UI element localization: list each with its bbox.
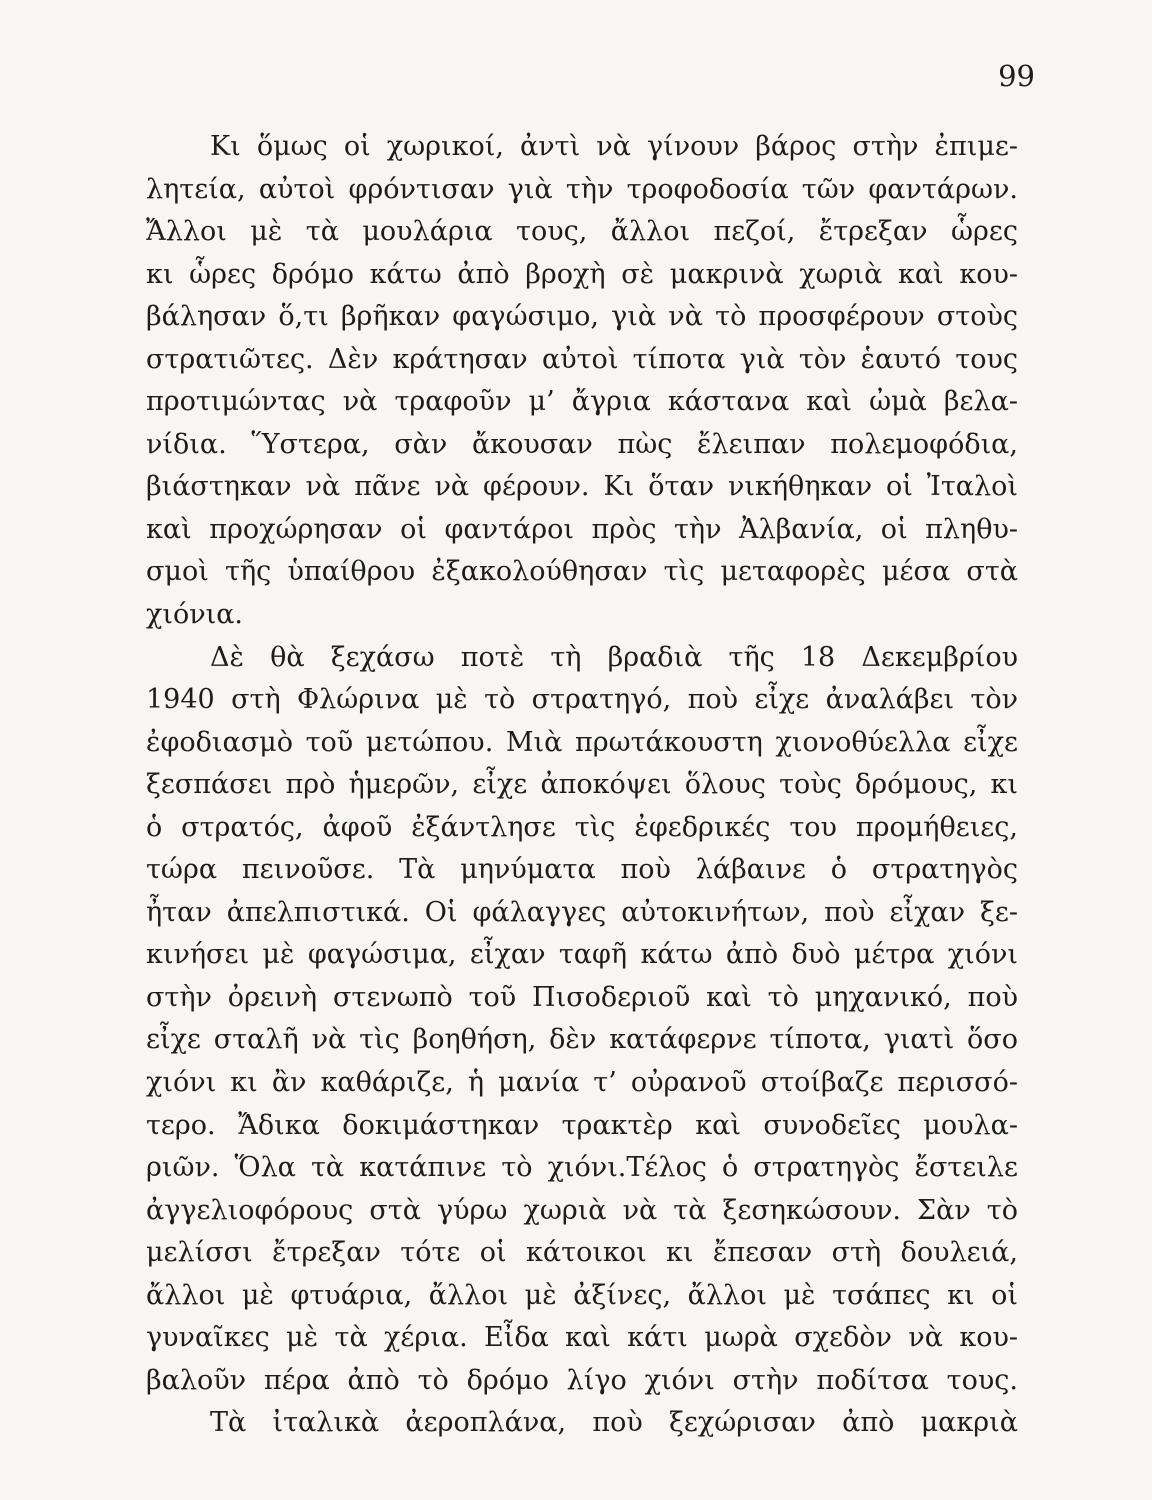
text-line: νίδια. Ὕστερα, σὰν ἄκουσαν πὼς ἔλειπαν πολεμοφόδια, — [146, 428, 1018, 460]
text-line: ἦταν ἀπελπιστικά. Οἱ φάλαγγες αὐτοκινήτων, ποὺ εἶχαν ξε- — [146, 896, 1018, 928]
text-line: τερο. Ἄδικα δοκιμάστηκαν τρακτὲρ καὶ συνοδεῖες μουλα- — [146, 1109, 1018, 1141]
text-line: Δὲ θὰ ξεχάσω ποτὲ τὴ βραδιὰ τῆς 18 Δεκεμβρίου — [210, 641, 1018, 673]
text-line: σμοὶ τῆς ὑπαίθρου ἐξακολούθησαν τὶς μεταφορὲς μέσα στὰ — [146, 556, 1018, 588]
text-line: ἀγγελιοφόρους στὰ γύρω χωριὰ νὰ τὰ ξεσηκώσουν. Σὰν τὸ — [146, 1194, 1018, 1226]
page-number: 99 — [998, 59, 1035, 93]
text-line: τώρα πεινοῦσε. Τὰ μηνύματα ποὺ λάβαινε ὁ στρατηγὸς — [146, 854, 1018, 886]
text-line: 1940 στὴ Φλώρινα μὲ τὸ στρατηγό, ποὺ εἶχε ἀναλάβει τὸν — [146, 684, 1018, 716]
text-line: βαλοῦν πέρα ἀπὸ τὸ δρόμο λίγο χιόνι στὴν ποδίτσα τους. — [146, 1364, 1018, 1396]
text-line: κι ὧρες δρόμο κάτω ἀπὸ βροχὴ σὲ μακρινὰ χωριὰ καὶ κου- — [146, 258, 1018, 290]
text-line: Ἄλλοι μὲ τὰ μουλάρια τους, ἄλλοι πεζοί, ἔτρεξαν ὧρες — [146, 216, 1018, 248]
text-line: ριῶν. Ὅλα τὰ κατάπινε τὸ χιόνι.Τέλος ὁ στρατηγὸς ἔστειλε — [146, 1152, 1018, 1184]
text-line: προτιμώντας νὰ τραφοῦν μ’ ἄγρια κάστανα καὶ ὠμὰ βελα- — [146, 386, 1018, 418]
body-text — [146, 126, 1018, 1445]
text-line: κινήσει μὲ φαγώσιμα, εἶχαν ταφῆ κάτω ἀπὸ δυὸ μέτρα χιόνι — [146, 939, 1018, 971]
text-line: βιάστηκαν νὰ πᾶνε νὰ φέρουν. Κι ὅταν νικήθηκαν οἱ Ἰταλοὶ — [146, 471, 1018, 503]
text-line: ὁ στρατός, ἀφοῦ ἐξάντλησε τὶς ἐφεδρικές του προμήθειες, — [146, 811, 1018, 843]
text-line: μελίσσι ἔτρεξαν τότε οἱ κάτοικοι κι ἔπεσαν στὴ δουλειά, — [146, 1237, 1018, 1269]
text-line: καὶ προχώρησαν οἱ φαντάροι πρὸς τὴν Ἀλβανία, οἱ πληθυ- — [146, 513, 1018, 545]
text-line: στὴν ὀρεινὴ στενωπὸ τοῦ Πισοδεριοῦ καὶ τὸ μηχανικό, ποὺ — [146, 981, 1018, 1013]
text-line: λητεία, αὐτοὶ φρόντισαν γιὰ τὴν τροφοδοσία τῶν φαντάρων. — [146, 173, 1018, 205]
text-line: χιόνι κι ἂν καθάριζε, ἡ μανία τ’ οὐρανοῦ στοίβαζε περισσό- — [146, 1067, 1018, 1099]
text-line: ἐφοδιασμὸ τοῦ μετώπου. Μιὰ πρωτάκουστη χιονοθύελλα εἶχε — [146, 726, 1018, 758]
text-line: εἶχε σταλῆ νὰ τὶς βοηθήση, δὲν κατάφερνε τίποτα, γιατὶ ὅσο — [146, 1024, 1018, 1056]
text-line: Κι ὅμως οἱ χωρικοί, ἀντὶ νὰ γίνουν βάρος στὴν ἐπιμε- — [210, 131, 1018, 162]
text-line: χιόνια. — [146, 599, 244, 631]
text-line: βάλησαν ὅ,τι βρῆκαν φαγώσιμο, γιὰ νὰ τὸ προσφέρουν στοὺς — [146, 301, 1018, 333]
text-line: ξεσπάσει πρὸ ἡμερῶν, εἶχε ἀποκόψει ὅλους τοὺς δρόμους, κι — [146, 769, 1018, 801]
text-line: ἄλλοι μὲ φτυάρια, ἄλλοι μὲ ἀξίνες, ἄλλοι μὲ τσάπες κι οἱ — [146, 1279, 1018, 1311]
text-line: γυναῖκες μὲ τὰ χέρια. Εἶδα καὶ κάτι μωρὰ σχεδὸν νὰ κου- — [146, 1322, 1018, 1354]
text-line: στρατιῶτες. Δὲν κράτησαν αὐτοὶ τίποτα γιὰ τὸν ἑαυτό τους — [146, 343, 1018, 375]
text-line: Τὰ ἰταλικὰ ἀεροπλάνα, ποὺ ξεχώρισαν ἀπὸ μακριὰ — [210, 1407, 1018, 1439]
